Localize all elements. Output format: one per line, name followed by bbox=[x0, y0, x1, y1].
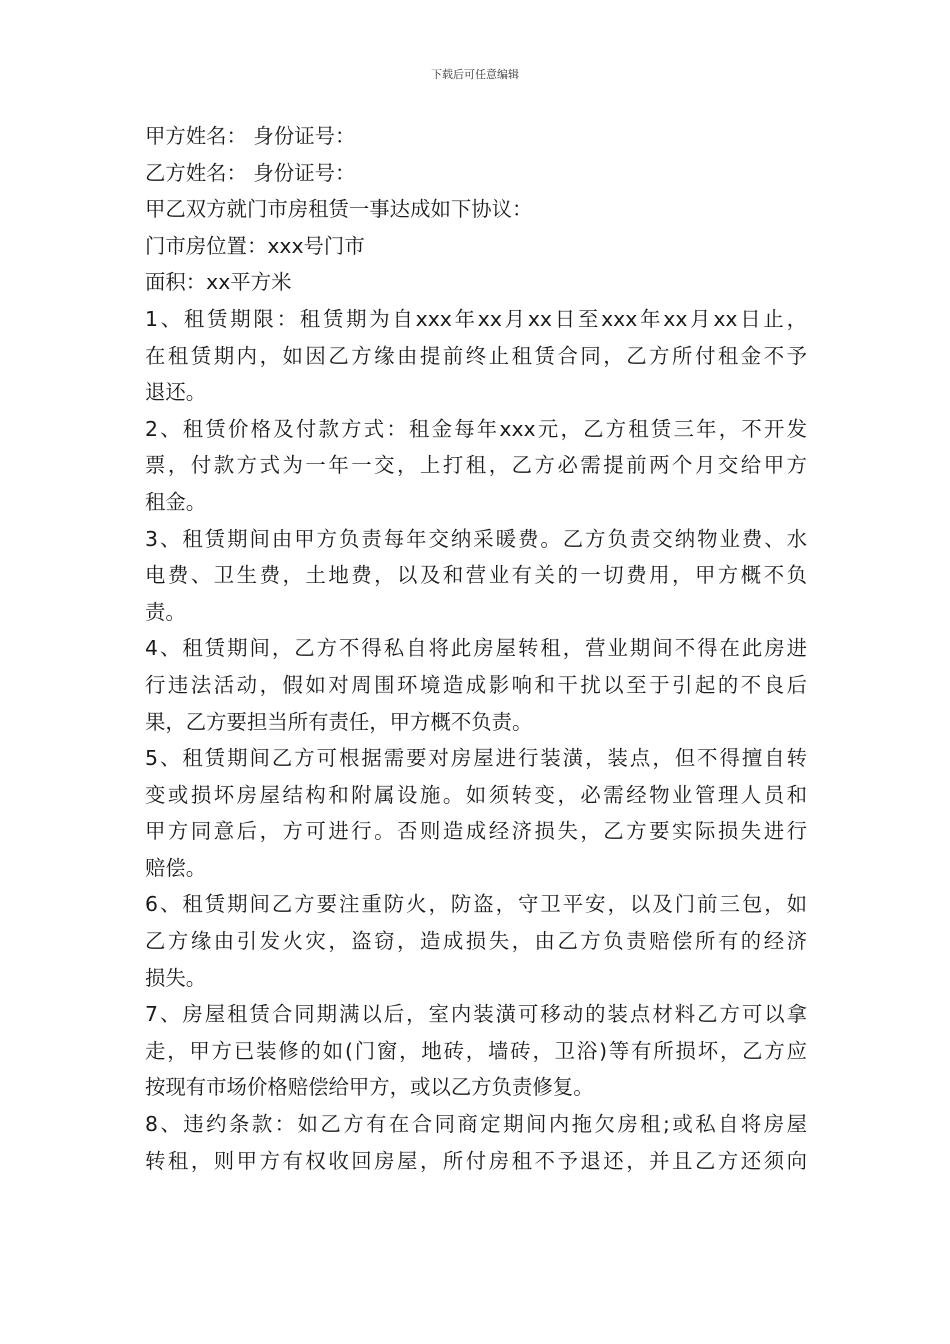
document-line: 面积：xx平方米 bbox=[145, 270, 292, 295]
document-line: 7、房屋租赁合同期满以后，室内装潢可移动的装点材料乙方可以拿 bbox=[145, 1002, 807, 1027]
document-line: 租金。 bbox=[145, 489, 207, 514]
document-line: 甲方同意后，方可进行。否则造成经济损失，乙方要实际损失进行 bbox=[145, 819, 807, 844]
document-line: 在租赁期内，如因乙方缘由提前终止租赁合同，乙方所付租金不予 bbox=[145, 343, 807, 368]
document-line: 1、租赁期限：租赁期为自xxx年xx月xx日至xxx年xx月xx日止， bbox=[145, 306, 807, 331]
document-line: 3、租赁期间由甲方负责每年交纳采暖费。乙方负责交纳物业费、水 bbox=[145, 526, 807, 551]
document-line: 甲乙双方就门市房租赁一事达成如下协议： bbox=[145, 197, 533, 222]
document-line: 4、租赁期间，乙方不得私自将此房屋转租，营业期间不得在此房进 bbox=[145, 636, 807, 661]
document-line: 走，甲方已装修的如(门窗，地砖，墙砖，卫浴)等有所损坏，乙方应 bbox=[145, 1038, 807, 1063]
document-line: 损失。 bbox=[145, 965, 207, 990]
page-header: 下载后可任意编辑 bbox=[431, 68, 519, 81]
document-line: 门市房位置：xxx号门市 bbox=[145, 233, 365, 258]
document-line: 2、租赁价格及付款方式：租金每年xxx元，乙方租赁三年，不开发 bbox=[145, 416, 807, 441]
document-line: 8、违约条款：如乙方有在合同商定期间内拖欠房租;或私自将房屋 bbox=[145, 1112, 807, 1137]
document-line: 乙方缘由引发火灾，盗窃，造成损失，由乙方负责赔偿所有的经济 bbox=[145, 929, 807, 954]
document-line: 按现有市场价格赔偿给甲方，或以乙方负责修复。 bbox=[145, 1075, 594, 1100]
document-line: 乙方姓名： 身份证号： bbox=[145, 160, 356, 185]
document-line: 果，乙方要担当所有责任，甲方概不负责。 bbox=[145, 709, 533, 734]
document-line: 赔偿。 bbox=[145, 855, 207, 880]
document-line: 行违法活动，假如对周围环境造成影响和干扰以至于引起的不良后 bbox=[145, 672, 807, 697]
document-line: 甲方姓名： 身份证号： bbox=[145, 124, 356, 148]
document-line: 转租，则甲方有权收回房屋，所付房租不予退还，并且乙方还须向 bbox=[145, 1148, 807, 1173]
document-line: 6、租赁期间乙方要注重防火，防盗，守卫平安，以及门前三包，如 bbox=[145, 892, 807, 917]
document-line: 5、租赁期间乙方可根据需要对房屋进行装潢，装点，但不得擅自转 bbox=[145, 746, 807, 771]
document-body bbox=[145, 118, 807, 1179]
document-line: 票，付款方式为一年一交，上打租，乙方必需提前两个月交给甲方 bbox=[145, 453, 807, 478]
document-line: 退还。 bbox=[145, 380, 207, 405]
document-line: 责。 bbox=[145, 599, 186, 624]
document-line: 变或损坏房屋结构和附属设施。如须转变，必需经物业管理人员和 bbox=[145, 782, 807, 807]
document-line: 电费、卫生费，土地费，以及和营业有关的一切费用，甲方概不负 bbox=[145, 563, 807, 588]
